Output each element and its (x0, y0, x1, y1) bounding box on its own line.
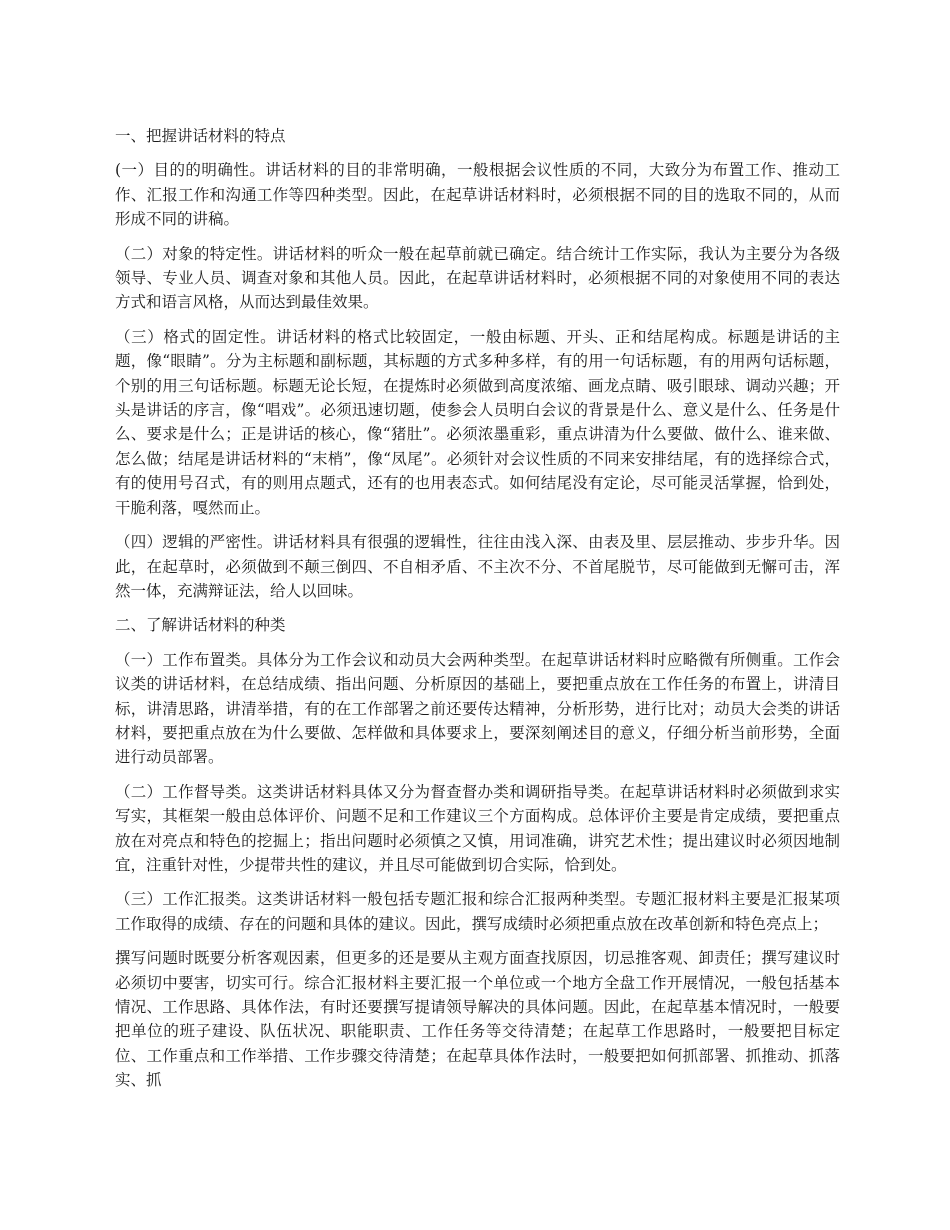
paragraph-logic: （四）逻辑的严密性。讲话材料具有很强的逻辑性，往往由浅入深、由表及里、层层推动、步步升华。因此，在起草时，必须做到不颠三倒四、不自相矛盾、不主次不分、不首尾脱节，尽可能做到无懈可击，浑然一体，充满辩证法，给人以回味。 (115, 533, 840, 600)
paragraph-format: （三）格式的固定性。讲话材料的格式比较固定，一般由标题、开头、正和结尾构成。标题是讲话的主题，像“眼睛”。分为主标题和副标题，其标题的方式多种多样，有的用一句话标题，有的用两句话标题，个别的用三句话标题。标题无论长短，在提炼时必须做到高度浓缩、画龙点睛、吸引眼球、调动兴趣；开头是讲话的序言，像“唱戏”。必须迅速切题，使参会人员明白会议的背景是什么、意义是什么、任务是什么、要求是什么；正是讲话的核心，像“猪肚”。必须浓墨重彩，重点讲清为什么要做、做什么、谁来做、怎么做；结尾是讲话材料的“末梢”，像“凤尾”。必须针对会议性质的不同来安排结尾，有的选择综合式，有的使用号召式，有的则用点题式，还有的也用表态式。如何结尾没有定论，尽可能灵活掌握，恰到处，干脆利落，嘎然而止。 (115, 327, 840, 517)
paragraph-work-report: （三）工作汇报类。这类讲话材料一般包括专题汇报和综合汇报两种类型。专题汇报材料主要是汇报某项工作取得的成绩、存在的问题和具体的建议。因此，撰写成绩时必须把重点放在改革创新和特色亮点上； (115, 890, 840, 933)
paragraph-audience: （二）对象的特定性。讲话材料的听众一般在起草前就已确定。结合统计工作实际，我认为主要分为各级领导、专业人员、调查对象和其他人员。因此，在起草讲话材料时，必须根据不同的对象使用不同的表达方式和语言风格，从而达到最佳效果。 (115, 244, 840, 312)
document-body (115, 124, 840, 1103)
section-heading-1: 一、把握讲话材料的特点 (115, 127, 286, 145)
paragraph-report-details: 撰写问题时既要分析客观因素，但更多的还是要从主观方面查找原因，切忌推客观、卸责任；撰写建议时必须切中要害，切实可行。综合汇报材料主要汇报一个单位或一个地方全盘工作开展情况，一般包括基本情况、工作思路、具体作法，有时还要撰写提请领导解决的具体问题。因此，在起草基本情况时，一般要把单位的班子建设、队伍状况、职能职责、工作任务等交待清楚；在起草工作思路时，一般要把目标定位、工作重点和工作举措、工作步骤交待清楚；在起草具体作法时，一般要把如何抓部署、抓推动、抓落实、抓 (115, 949, 840, 1090)
paragraph-work-supervision: （二）工作督导类。这类讲话材料具体又分为督查督办类和调研指导类。在起草讲话材料时必须做到求实写实，其框架一般由总体评价、问题不足和工作建议三个方面构成。总体评价主要是肯定成绩，要把重点放在对亮点和特色的挖掘上；指出问题时必须慎之又慎，用词准确，讲究艺术性；提出建议时必须因地制宜，注重针对性，少提带共性的建议，并且尽可能做到切合实际，恰到处。 (115, 782, 840, 874)
paragraph-purpose: (一）目的的明确性。讲话材料的目的非常明确，一般根据会议性质的不同，大致分为布置工作、推动工作、汇报工作和沟通工作等四种类型。因此，在起草讲话材料时，必须根据不同的目的选取不同的，从而形成不同的讲稿。 (115, 161, 840, 229)
paragraph-work-arrangement: （一）工作布置类。具体分为工作会议和动员大会两种类型。在起草讲话材料时应略微有所侧重。工作会议类的讲话材料，在总结成绩、指出问题、分析原因的基础上，要把重点放在工作任务的布置上，讲清目标，讲清思路，讲清举措，有的在工作部署之前还要传达精神，分析形势，进行比对；动员大会类的讲话材料，要把重点放在为什么要做、怎样做和具体要求上，要深刻阐述目的意义，仔细分析当前形势，全面进行动员部署。 (115, 650, 840, 767)
section-heading-2: 二、了解讲话材料的种类 (115, 616, 286, 635)
